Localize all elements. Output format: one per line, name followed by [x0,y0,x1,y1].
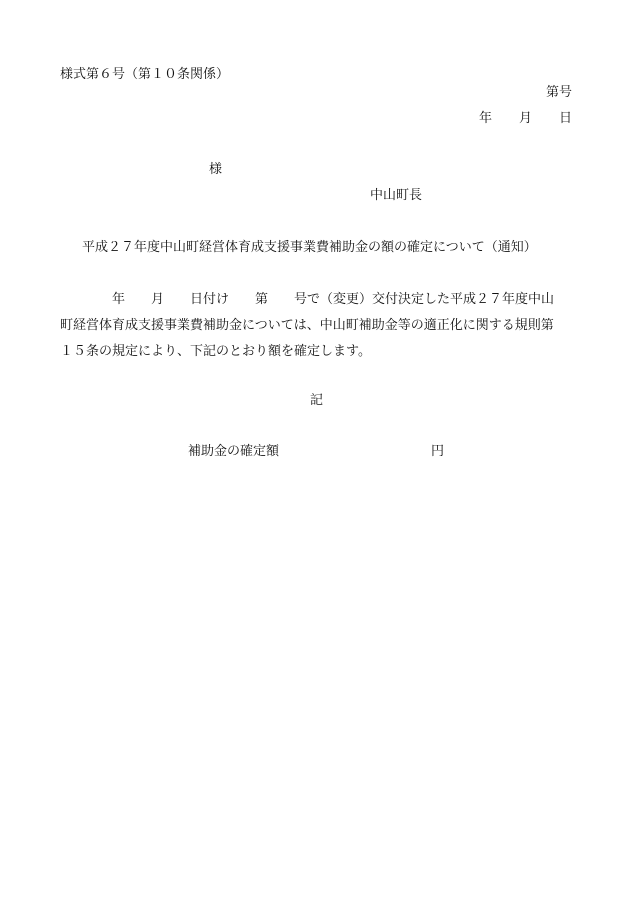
document-title: 平成２７年度中山町経営体育成支援事業費補助金の額の確定について（通知） [82,240,537,255]
body-text [60,287,575,365]
amount-label: 補助金の確定額 [188,444,280,459]
addressee-suffix: 様 [209,162,223,177]
date-month: 月 [518,111,532,126]
ki-heading: 記 [310,393,324,408]
body-line: 年 月 日付け 第 号で（変更）交付決定した平成２７年度中山 [60,292,555,307]
amount-unit: 円 [431,444,445,459]
sender-name: 中山町長 [370,188,423,203]
body-line: １５条の規定により、下記のとおり額を確定します。 [60,344,371,359]
date-year: 年 [478,111,492,126]
form-number: 様式第６号（第１０条関係） [60,67,230,82]
body-line: 町経営体育成支援事業費補助金については、中山町補助金等の適正化に関する規則第 [60,318,554,333]
date-day: 日 [558,111,572,126]
document-number: 第号 [545,85,572,100]
document-date [479,111,572,127]
